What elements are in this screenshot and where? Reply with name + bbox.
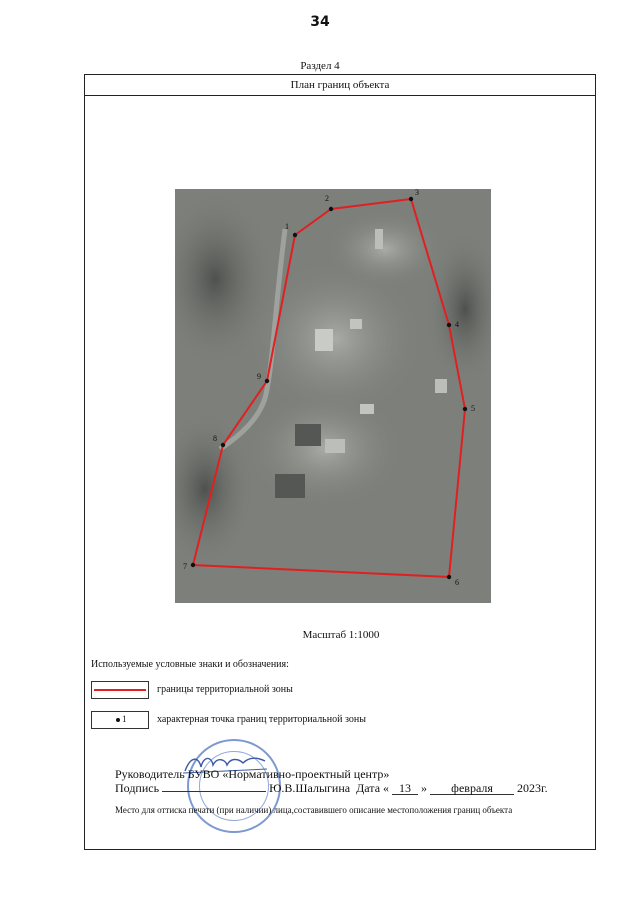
- date-label: Дата «: [356, 781, 390, 795]
- boundary-point: [409, 197, 413, 201]
- boundary-point: [293, 233, 297, 237]
- boundary-point-label: 9: [257, 372, 261, 381]
- sign-label: Подпись: [115, 781, 160, 795]
- building: [315, 329, 333, 351]
- signature-block: [115, 767, 548, 795]
- sign-row: [115, 781, 548, 795]
- head-line: Руководитель БУВО «Нормативно-проектный центр»: [115, 767, 390, 781]
- building: [375, 229, 383, 249]
- boundary-point: [329, 207, 333, 211]
- legend-point-symbol: [91, 711, 149, 729]
- legend-title: Используемые условные знаки и обозначения:: [91, 659, 289, 670]
- date-month: февраля: [430, 782, 514, 795]
- boundary-point-label: 3: [415, 189, 419, 197]
- building: [435, 379, 447, 393]
- boundary-point: [191, 563, 195, 567]
- building: [350, 319, 362, 329]
- date-quote-close: »: [421, 781, 428, 795]
- boundary-point-label: 7: [183, 562, 187, 571]
- boundary-point-label: 8: [213, 434, 217, 443]
- date-day: 13: [392, 782, 418, 795]
- boundary-point: [447, 323, 451, 327]
- tree-cluster: [275, 474, 305, 498]
- section-title: Раздел 4: [300, 60, 340, 72]
- map-svg: [175, 189, 491, 603]
- boundary-point: [265, 379, 269, 383]
- page-number: 34: [310, 14, 330, 30]
- plan-frame: [84, 74, 596, 850]
- boundary-point: [221, 443, 225, 447]
- boundary-point-label: 4: [455, 320, 459, 329]
- point-swatch-number: 1: [122, 714, 127, 724]
- date-year: 2023г.: [517, 781, 548, 795]
- signer-name: Ю.В.Шалыгина: [269, 781, 351, 795]
- stamp-place-footnote: Место для оттиска печати (при наличии) лица,составившего описание местоположения границ объекта: [115, 805, 513, 815]
- tree-cluster: [295, 424, 321, 446]
- boundary-point: [447, 575, 451, 579]
- boundary-point-label: 6: [455, 578, 459, 587]
- building: [325, 439, 345, 453]
- signature-line: [162, 791, 266, 792]
- frame-title: План границ объекта: [85, 75, 595, 96]
- building: [360, 404, 374, 414]
- boundary-point-label: 2: [325, 194, 329, 203]
- point-swatch: [116, 718, 120, 722]
- boundary-point-label: 5: [471, 404, 475, 413]
- boundary-point: [463, 407, 467, 411]
- satellite-map: [175, 189, 491, 603]
- boundary-point-label: 1: [285, 222, 289, 231]
- boundary-line-swatch: [94, 689, 146, 691]
- legend-line-symbol: [91, 681, 149, 699]
- legend-line-label: границы территориальной зоны: [157, 684, 293, 695]
- legend-point-label: характерная точка границ территориальной зоны: [157, 714, 366, 725]
- scale-text: Масштаб 1:1000: [302, 629, 380, 641]
